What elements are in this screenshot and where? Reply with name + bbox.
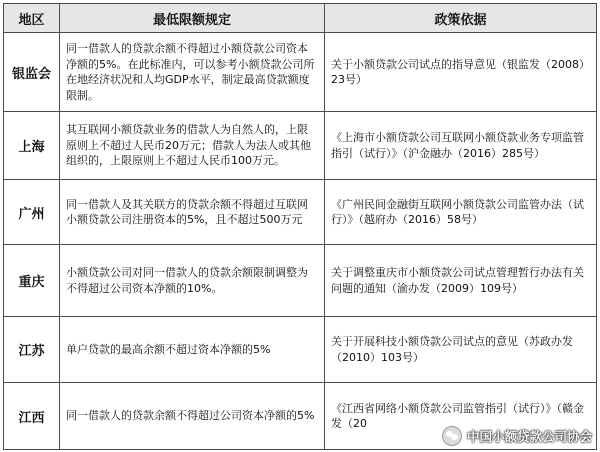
basis-cell: 关于调整重庆市小额贷款公司试点管理暂行办法有关问题的通知（渝办发（2009）109号）	[325, 245, 597, 317]
table-row	[4, 33, 597, 112]
table-row	[4, 112, 597, 180]
header-row	[4, 4, 597, 33]
header-basis: 政策依据	[325, 4, 597, 33]
basis-cell: 《广州民间金融街互联网小额贷款公司监管办法（试行）》（越府办（2016）58号）	[325, 180, 597, 245]
basis-cell: 《上海市小额贷款公司互联网小额贷款业务专项监管指引（试行）》（沪金融办（2016）285号）	[325, 112, 597, 180]
policy-table	[3, 3, 597, 450]
header-region: 地区	[4, 4, 60, 33]
basis-cell: 关于小额贷款公司试点的指导意见（银监发（2008）23号）	[325, 33, 597, 112]
region-cell: 重庆	[4, 245, 60, 317]
header-rule: 最低限额规定	[60, 4, 325, 33]
region-cell: 江苏	[4, 317, 60, 383]
rule-cell: 单户贷款的最高余额不超过资本净额的5%	[60, 317, 325, 383]
basis-cell: 《江西省网络小额贷款公司监管指引（试行）》（赣金发（20	[325, 383, 597, 450]
wechat-icon	[442, 426, 462, 446]
rule-cell: 同一借款人的贷款余额不得超过小额贷款公司资本净额的5%。在此标准内，可以参考小额贷款公司所在地经济状况和人均GDP水平，制定最高贷款额度限制。	[60, 33, 325, 112]
watermark	[442, 426, 592, 446]
region-cell: 广州	[4, 180, 60, 245]
table-row	[4, 317, 597, 383]
rule-cell: 同一借款人的贷款余额不得超过公司资本净额的5%	[60, 383, 325, 450]
region-cell: 江西	[4, 383, 60, 450]
rule-cell: 同一借款人及其关联方的贷款余额不得超过互联网小额贷款公司注册资本的5%，且不超过500万元	[60, 180, 325, 245]
rule-cell: 其互联网小额贷款业务的借款人为自然人的，上限原则上不超过人民币20万元；借款人为法人或其他组织的，上限原则上不超过人民币100万元。	[60, 112, 325, 180]
basis-cell: 关于开展科技小额贷款公司试点的意见（苏政办发（2010）103号）	[325, 317, 597, 383]
table-row	[4, 245, 597, 317]
rule-cell: 小额贷款公司对同一借款人的贷款余额限制调整为不得超过公司资本净额的10%。	[60, 245, 325, 317]
watermark-text: 中国小额贷款公司协会	[466, 429, 592, 444]
table-row	[4, 180, 597, 245]
region-cell: 上海	[4, 112, 60, 180]
region-cell: 银监会	[4, 33, 60, 112]
